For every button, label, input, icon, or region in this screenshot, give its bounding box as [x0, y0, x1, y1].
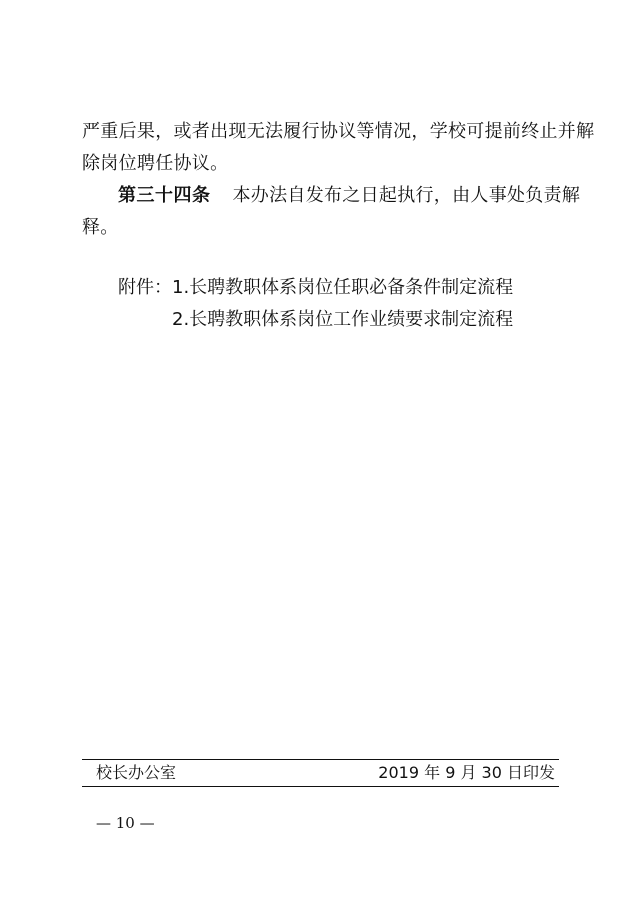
article-text: 本办法自发布之日起执行，由人事处负责解 — [232, 185, 581, 206]
paragraph-line: 释。 — [82, 217, 119, 238]
footer-top-rule — [82, 759, 559, 760]
footer-bottom-rule — [82, 786, 559, 787]
article-number: 第三十四条 — [118, 185, 211, 206]
paragraph-line: 除岗位聘任协议。 — [82, 153, 229, 174]
attachments-label: 附件： — [118, 277, 172, 298]
issue-date: 2019 年 9 月 30 日印发 — [378, 763, 555, 782]
issuer-name: 校长办公室 — [96, 763, 177, 782]
attachment-item: 1.长聘教职体系岗位任职必备条件制定流程 — [172, 277, 514, 298]
issuance-footer — [96, 761, 559, 785]
page-number: — 10 — — [96, 814, 155, 832]
attachments-block — [118, 272, 513, 336]
attachment-row — [118, 272, 513, 304]
attachment-item: 2.长聘教职体系岗位工作业绩要求制定流程 — [172, 309, 514, 330]
article-34-paragraph — [82, 180, 581, 244]
paragraph-line: 严重后果，或者出现无法履行协议等情况，学校可提前终止并解 — [82, 121, 595, 142]
paragraph-line — [82, 180, 581, 212]
paragraph-continuation — [82, 116, 595, 180]
